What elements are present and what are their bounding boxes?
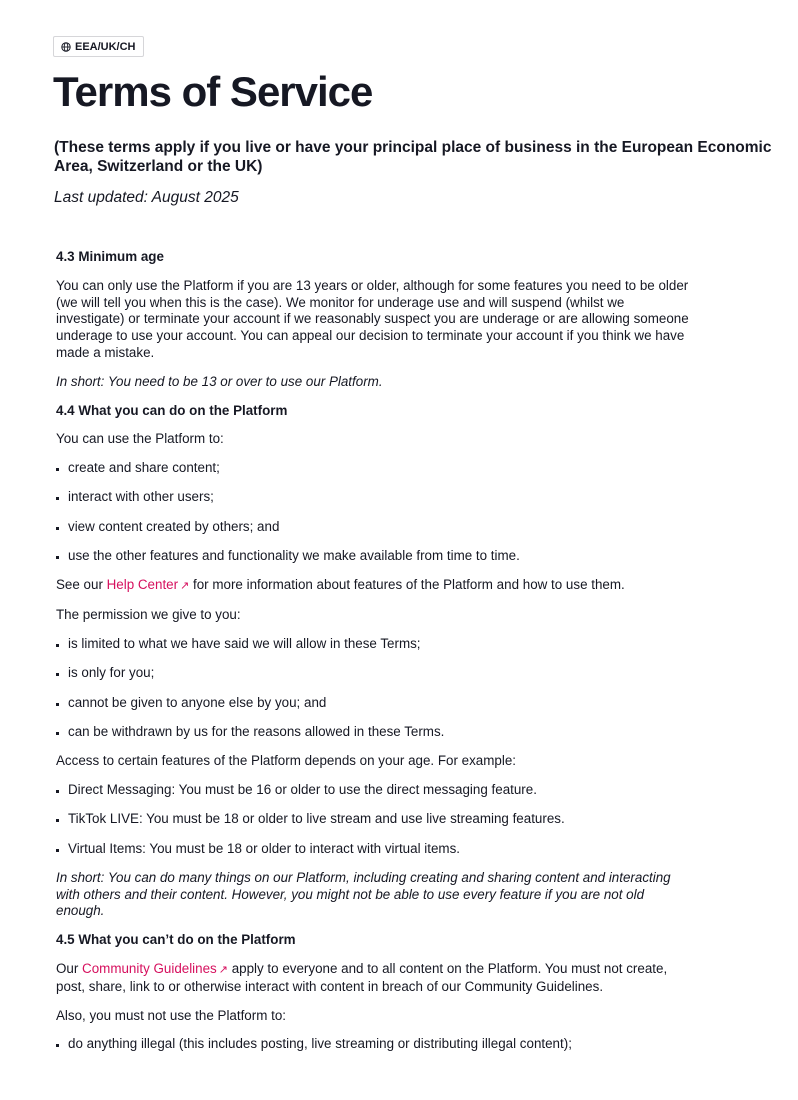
list-item: cannot be given to anyone else by you; and: [56, 695, 696, 712]
list-item: is limited to what we have said we will allow in these Terms;: [56, 636, 696, 653]
list-item: interact with other users;: [56, 489, 696, 506]
help-center-paragraph: [56, 577, 696, 595]
section-paragraph: The permission we give to you:: [56, 607, 241, 623]
list-item: do anything illegal (this includes posting, live streaming or distributing illegal content);: [56, 1036, 696, 1053]
age-features-list: [56, 782, 696, 857]
section-paragraph: Access to certain features of the Platform depends on your age. For example:: [56, 753, 516, 769]
list-item: create and share content;: [56, 460, 696, 477]
page-title: Terms of Service: [53, 68, 373, 115]
region-badge[interactable]: [53, 36, 144, 57]
text-span: Our: [56, 961, 83, 977]
in-short-summary: In short: You need to be 13 or over to use our Platform.: [56, 373, 383, 389]
list-item: Direct Messaging: You must be 16 or older to use the direct messaging feature.: [56, 782, 696, 799]
list-item: Virtual Items: You must be 18 or older to interact with virtual items.: [56, 841, 696, 858]
terms-content: [56, 249, 696, 1066]
text-span: See our: [56, 577, 107, 593]
section-paragraph: You can only use the Platform if you are 13 years or older, although for some features you need to be older (we will tell you when this is the case). We monitor for underage use and will suspend (whilst we investigate) or terminate your account if we reasonably suspect you are underage or are allowing someone underage to use your account. You can appeal our decision to terminate your account if you think we have made a mistake.: [56, 277, 689, 360]
community-guidelines-link[interactable]: Community Guidelines: [82, 961, 217, 977]
uses-list: [56, 460, 696, 565]
text-span: apply to everyone and to all content on the Platform. You must not create, post, share, link to or otherwise interact with content in breach of our Community Guidelines.: [56, 961, 668, 994]
section-heading: 4.5 What you can’t do on the Platform: [56, 932, 296, 948]
text-span: for more information about features of the Platform and how to use them.: [189, 577, 625, 593]
list-item: use the other features and functionality we make available from time to time.: [56, 548, 696, 565]
page-subtitle: (These terms apply if you live or have your principal place of business in the European Economic Area, Switzerland or the UK): [54, 139, 772, 175]
section-paragraph: Also, you must not use the Platform to:: [56, 1007, 286, 1023]
external-link-icon: ↗: [180, 580, 190, 593]
help-center-link[interactable]: Help Center: [106, 577, 179, 593]
list-item: is only for you;: [56, 665, 696, 682]
list-item: view content created by others; and: [56, 519, 696, 536]
section-paragraph: You can use the Platform to:: [56, 431, 224, 447]
region-badge-label: EEA/UK/CH: [75, 40, 136, 53]
list-item: TikTok LIVE: You must be 18 or older to live stream and use live streaming features.: [56, 811, 696, 828]
section-heading: 4.3 Minimum age: [56, 249, 164, 264]
in-short-summary: In short: You can do many things on our Platform, including creating and sharing content and interacting with others and their content. However, you might not be able to use every feature if you are not old enough.: [56, 869, 671, 919]
last-updated: Last updated: August 2025: [54, 189, 239, 206]
list-item: can be withdrawn by us for the reasons allowed in these Terms.: [56, 724, 696, 741]
external-link-icon: ↗: [218, 964, 228, 977]
section-heading: 4.4 What you can do on the Platform: [56, 402, 288, 418]
prohibited-list: [56, 1036, 696, 1053]
globe-icon: [61, 42, 71, 52]
guidelines-paragraph: [56, 961, 696, 996]
permissions-list: [56, 636, 696, 741]
